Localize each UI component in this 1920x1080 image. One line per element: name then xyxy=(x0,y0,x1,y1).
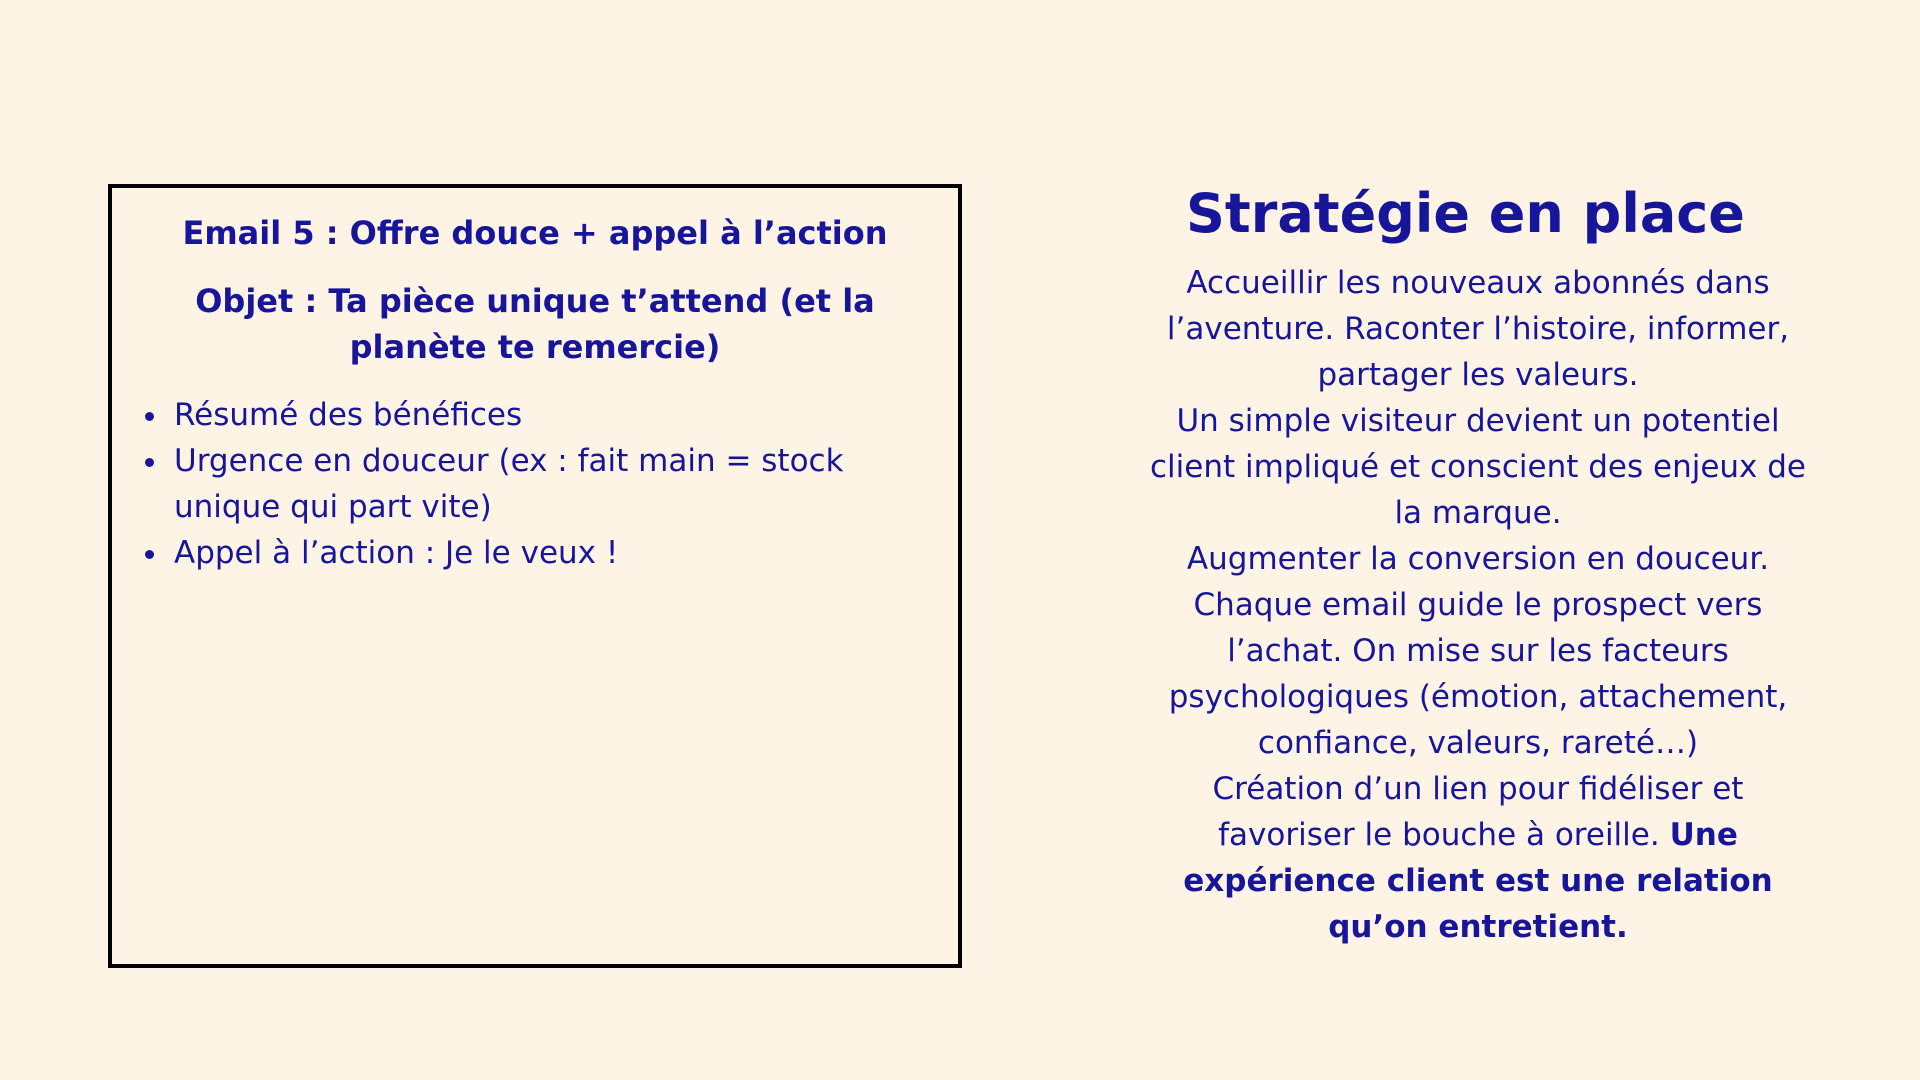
list-item: • Urgence en douceur (ex : fait main = stock unique qui part vite) xyxy=(170,438,944,530)
strategy-section xyxy=(1140,178,1816,950)
strategy-paragraph-4-regular: Création d’un lien pour fidéliser et favoriser le bouche à oreille. xyxy=(1212,771,1744,853)
strategy-text xyxy=(1140,260,1816,950)
email-subject: Objet : Ta pièce unique t’attend (et la planète te remercie) xyxy=(195,282,875,366)
strategy-highlight: Une expérience client est une relation qu’on entretient. xyxy=(1183,817,1773,945)
email-bullet-list xyxy=(126,392,944,576)
strategy-title: Stratégie en place xyxy=(1186,182,1745,245)
list-item: • Appel à l’action : Je le veux ! xyxy=(170,530,944,576)
strategy-paragraph-4 xyxy=(1140,766,1816,950)
strategy-paragraph-2: Un simple visiteur devient un potentiel client impliqué et conscient des enjeux de la marque. xyxy=(1150,403,1806,531)
strategy-paragraph-3: Augmenter la conversion en douceur. Chaque email guide le prospect vers l’achat. On mise sur les facteurs psychologiques (émotion, attachement, confiance, valeurs, rareté…) xyxy=(1168,541,1788,761)
list-item: • Résumé des bénéfices xyxy=(170,392,944,438)
email-title: Email 5 : Offre douce + appel à l’action xyxy=(182,214,888,252)
strategy-paragraph-1: Accueillir les nouveaux abonnés dans l’aventure. Raconter l’histoire, informer, partager les valeurs. xyxy=(1166,265,1790,393)
email-card xyxy=(108,184,962,968)
